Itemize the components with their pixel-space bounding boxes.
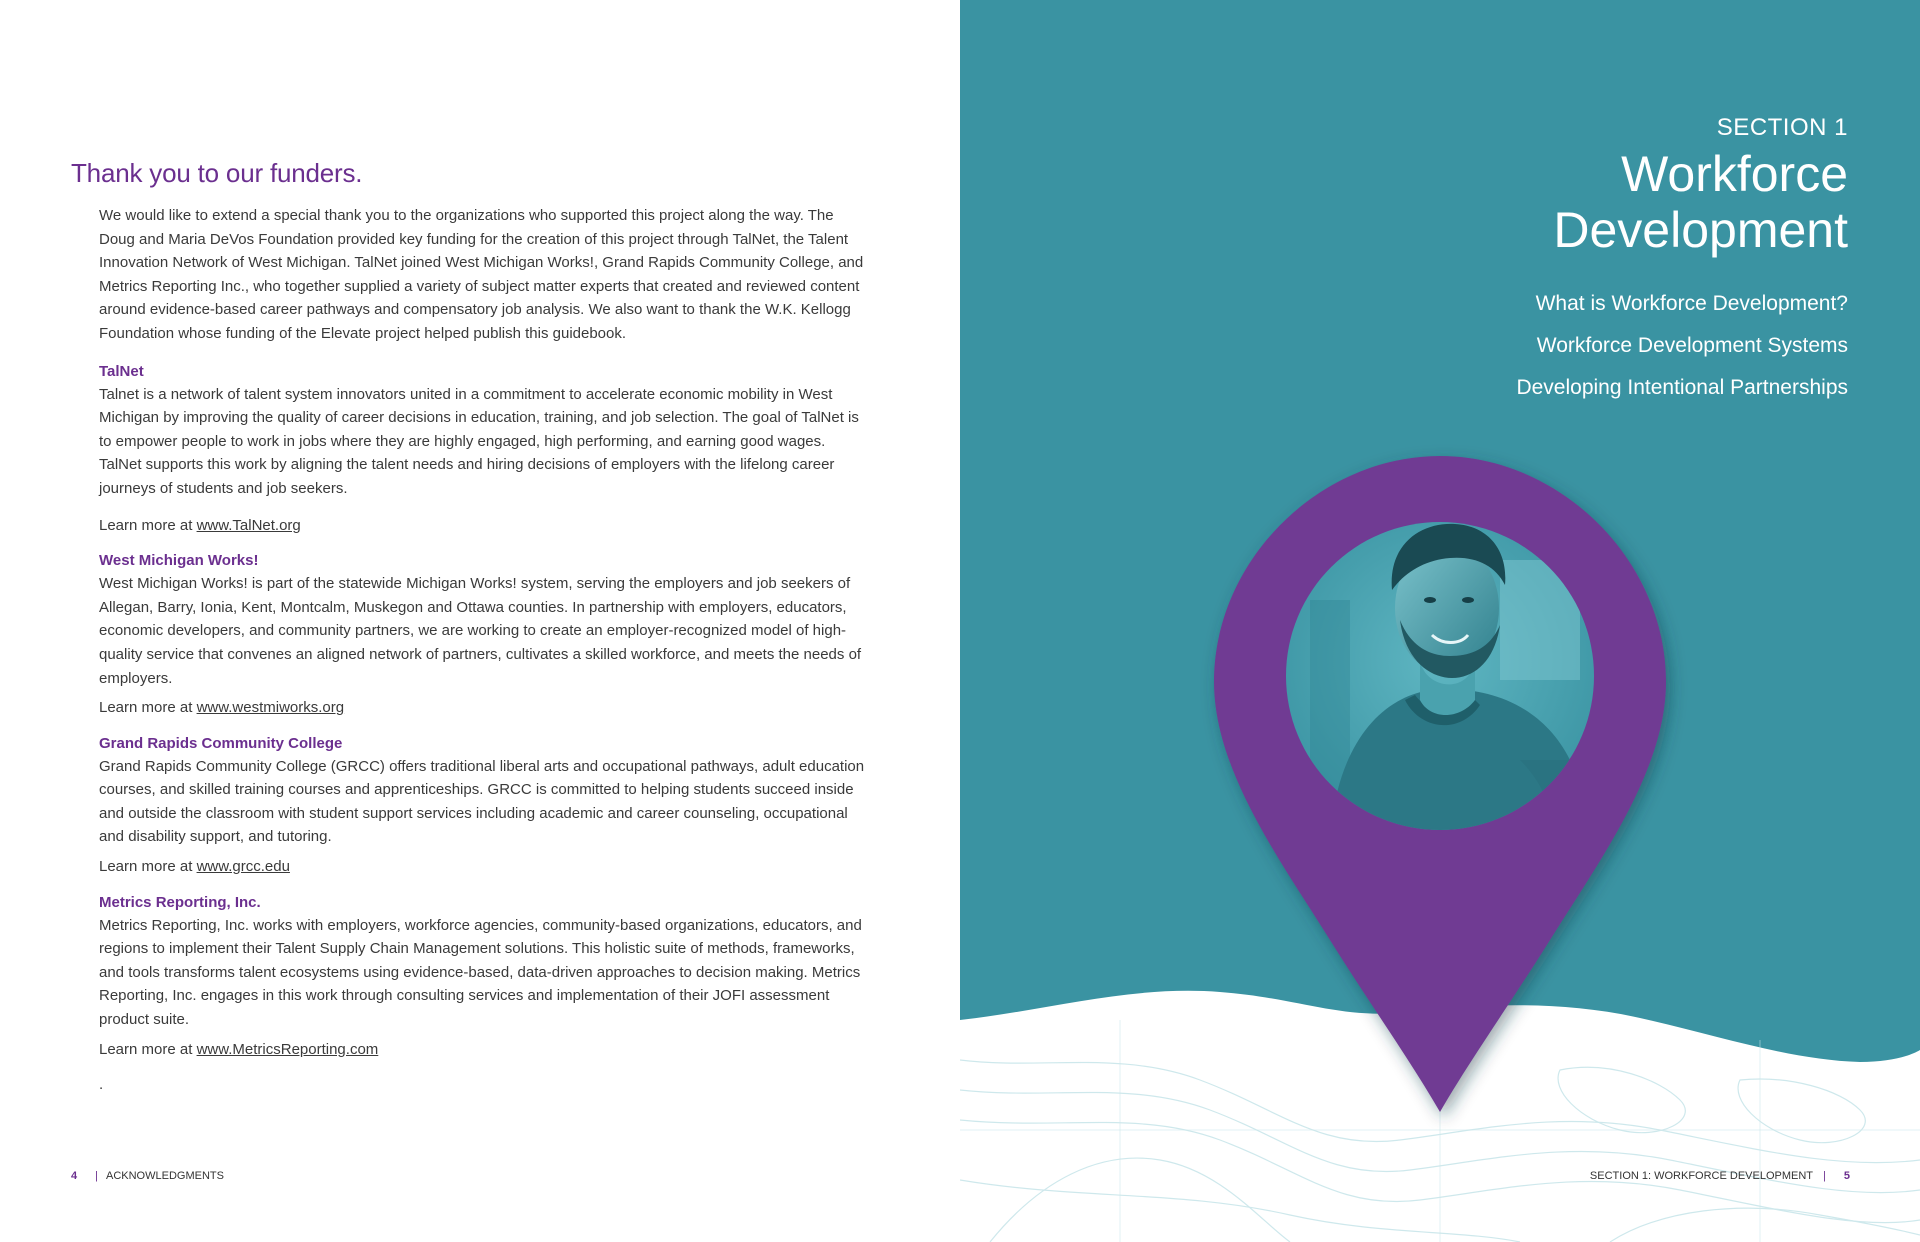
footer-right [1590, 1170, 1850, 1182]
footer-label: SECTION 1: WORKFORCE DEVELOPMENT [1589, 1170, 1814, 1182]
section-title-line-2: Development [1553, 202, 1848, 258]
footer-separator: | [1823, 1170, 1826, 1182]
right-page [960, 0, 1920, 1242]
page-title: Thank you to our funders. [71, 158, 363, 188]
org-description: Talnet is a network of talent system innovators united in a commitment to accelerate economic mobility in West Michigan by improving the quality of career decisions in education, training, and job selection. The goal of TalNet is to empower people to work in jobs where they are highly engaged, high performing, and earning good wages. TalNet supports this work by aligning the talent needs and hiring decisions of employers with the lifelong career journeys of students and job seekers. [99, 385, 859, 497]
section-contents [1516, 292, 1848, 418]
toc-item[interactable]: What is Workforce Development? [1535, 292, 1848, 315]
learn-more-prefix: Learn more at [99, 1040, 193, 1058]
org-description: West Michigan Works! is part of the statewide Michigan Works! system, serving the employers and job seekers of Allegan, Barry, Ionia, Kent, Montcalm, Muskegon and Ottawa counties. In partnership with employers, educators, economic developers, and community partners, we are working to create an employer-recognized model of high-quality service that convenes an aligned network of partners, cultivates a skilled workforce, and meets the needs of employers. [99, 575, 862, 687]
acknowledgments-body [99, 204, 869, 1097]
footer-separator: | [95, 1170, 98, 1182]
org-name: Grand Rapids Community College [99, 734, 343, 752]
page-number: 4 [71, 1170, 78, 1182]
section-title-line-1: Workforce [1621, 146, 1848, 202]
org-section-west-michigan-works [99, 549, 869, 720]
toc-item[interactable]: Workforce Development Systems [1536, 334, 1848, 357]
intro-paragraph: We would like to extend a special thank you to the organizations who supported this project along the way. The Doug and Maria DeVos Foundation provided key funding for the creation of this project through TalNet, the Talent Innovation Network of West Michigan. TalNet joined West Michigan Works!, Grand Rapids Community College, and Metrics Reporting Inc., who together supplied a variety of subject matter experts that created and reviewed content around evidence-based career pathways and compensatory job analysis. We also want to thank the W.K. Kellogg Foundation whose funding of the Elevate project helped publish this guidebook. [99, 207, 864, 342]
learn-more-prefix: Learn more at [99, 699, 193, 717]
section-title [1553, 146, 1848, 258]
section-label: SECTION 1 [1716, 114, 1848, 141]
learn-more-line [99, 1038, 869, 1062]
org-name: TalNet [99, 362, 144, 380]
org-description: Metrics Reporting, Inc. works with employers, workforce agencies, community-based organizations, educators, and regions to implement their Talent Supply Chain Management solutions. This holistic suite of methods, frameworks, and tools transforms talent ecosystems using evidence-based, data-driven approaches to decision making. Metrics Reporting, Inc. engages in this work through consulting services and implementation of their JOFI assessment product suite. [99, 916, 862, 1029]
grcc-link[interactable]: www.grcc.edu [196, 858, 290, 876]
learn-more-prefix: Learn more at [99, 858, 193, 876]
org-name: West Michigan Works! [99, 552, 259, 570]
org-description: Grand Rapids Community College (GRCC) offers traditional liberal arts and occupational pathways, adult education courses, and skilled training courses and apprenticeships. GRCC is committed to helping students succeed inside and outside the classroom with student support services including academic and career counseling, occupational and disability support, and tutoring. [99, 757, 865, 846]
metricsreporting-link[interactable]: www.MetricsReporting.com [196, 1040, 379, 1058]
org-section-talnet [99, 360, 869, 538]
page-number: 5 [1843, 1170, 1850, 1182]
org-name: Metrics Reporting, Inc. [99, 893, 261, 911]
learn-more-prefix: Learn more at [99, 516, 193, 534]
trailing-dot: . [99, 1076, 104, 1094]
learn-more-line [99, 696, 869, 720]
toc-item[interactable]: Developing Intentional Partnerships [1516, 376, 1848, 399]
org-section-metrics-reporting [99, 891, 869, 1062]
westmiworks-link[interactable]: www.westmiworks.org [196, 699, 345, 717]
footer-label: ACKNOWLEDGMENTS [105, 1170, 224, 1182]
footer-left [71, 1170, 224, 1182]
talnet-link[interactable]: www.TalNet.org [196, 516, 301, 534]
org-section-grcc [99, 732, 869, 879]
learn-more-line [99, 855, 869, 879]
learn-more-line [99, 514, 869, 538]
